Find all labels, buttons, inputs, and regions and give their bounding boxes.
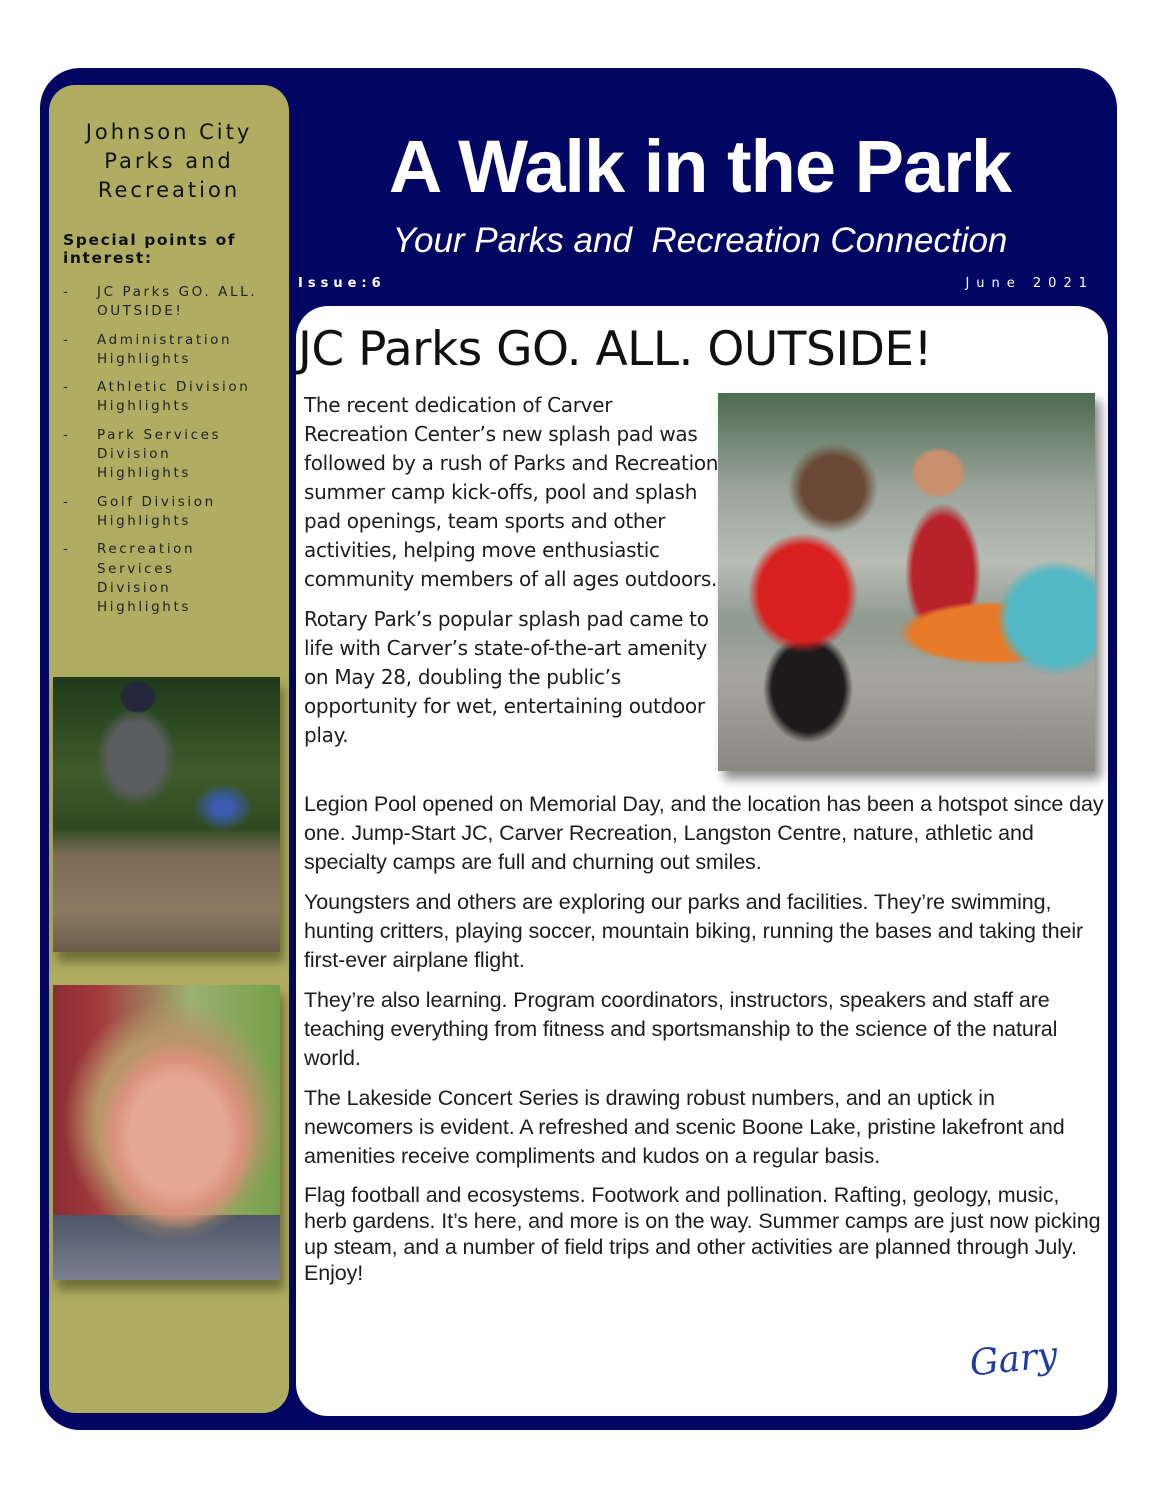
article-intro-column (304, 391, 722, 761)
bullet-dash-icon: - (63, 379, 71, 396)
poi-item-jc-parks-go-all-outside[interactable]: - JC Parks GO. ALL. OUTSIDE! (63, 284, 258, 320)
poi-item-park-services[interactable]: - Park Services Division Highlights (63, 426, 222, 482)
article-headline: JC Parks GO. ALL. OUTSIDE! (298, 322, 932, 377)
bullet-dash-icon: - (63, 331, 71, 348)
article-paragraph: The Lakeside Concert Series is drawing robust numbers, and an uptick in newcomers is evident. A refreshed and scenic Boone Lake, pristine lakefront and amenities receive compliments and kudos on a regular basis. (304, 1086, 1065, 1168)
poi-item-recreation-services[interactable]: - Recreation Services Division Highlights (63, 541, 196, 616)
newsletter-subtitle: Your Parks and Recreation Connection (392, 221, 1008, 260)
article-body (304, 790, 1104, 1297)
newsletter-title: A Walk in the Park (388, 125, 1012, 208)
photo-mountain-biking (53, 677, 280, 952)
bullet-dash-icon: - (63, 284, 71, 300)
article-paragraph: Flag football and ecosystems. Footwork and pollination. Rafting, geology, music, herb gardens. It’s here, and more is on the way. Summer camps are just now picking up steam, and a number of field trips and other activities are planned through July. Enjoy! (304, 1183, 1101, 1285)
bullet-dash-icon: - (63, 493, 71, 510)
article-paragraph: Rotary Park’s popular splash pad came to life with Carver’s state-of-the-art amenity on May 28, doubling the public’s opportunity for wet, entertaining outdoor play. (304, 607, 709, 747)
article-paragraph: Legion Pool opened on Memorial Day, and the location has been a hotspot since day one. Jump-Start JC, Carver Recreation, Langston Centre, nature, athletic and specialty camps are full and churning out smiles. (304, 792, 1104, 874)
points-of-interest-list (63, 283, 288, 626)
signature: Gary (967, 1334, 1060, 1385)
photo-girl-with-cicada (53, 985, 280, 1280)
article-paragraph: The recent dedication of Carver Recreation Center’s new splash pad was followed by a rush of Parks and Recreation summer camp kick-offs, pool and splash pad openings, team sports and other activities, helping move enthusiastic community members of all ages outdoors. (304, 393, 719, 591)
poi-item-administration[interactable]: - Administration Highlights (63, 331, 233, 367)
photo-splash-pad-kids (718, 393, 1095, 771)
issue-number: Issue:6 (298, 276, 386, 291)
poi-item-golf-division[interactable]: - Golf Division Highlights (63, 493, 216, 529)
points-of-interest-heading: Special points of interest: (63, 231, 237, 267)
bullet-dash-icon: - (63, 426, 71, 443)
bullet-dash-icon: - (63, 541, 71, 558)
poi-item-athletic-division[interactable]: - Athletic Division Highlights (63, 379, 251, 415)
article-paragraph: Youngsters and others are exploring our parks and facilities. They’re swimming, hunting critters, playing soccer, mountain biking, running the bases and taking their first-ever airplane flight. (304, 890, 1084, 972)
article-paragraph: They’re also learning. Program coordinators, instructors, speakers and staff are teaching everything from fitness and sportsmanship to the science of the natural world. (304, 988, 1058, 1070)
organization-name: Johnson City Parks and Recreation (85, 120, 253, 202)
issue-date: June 2021 (965, 276, 1094, 291)
